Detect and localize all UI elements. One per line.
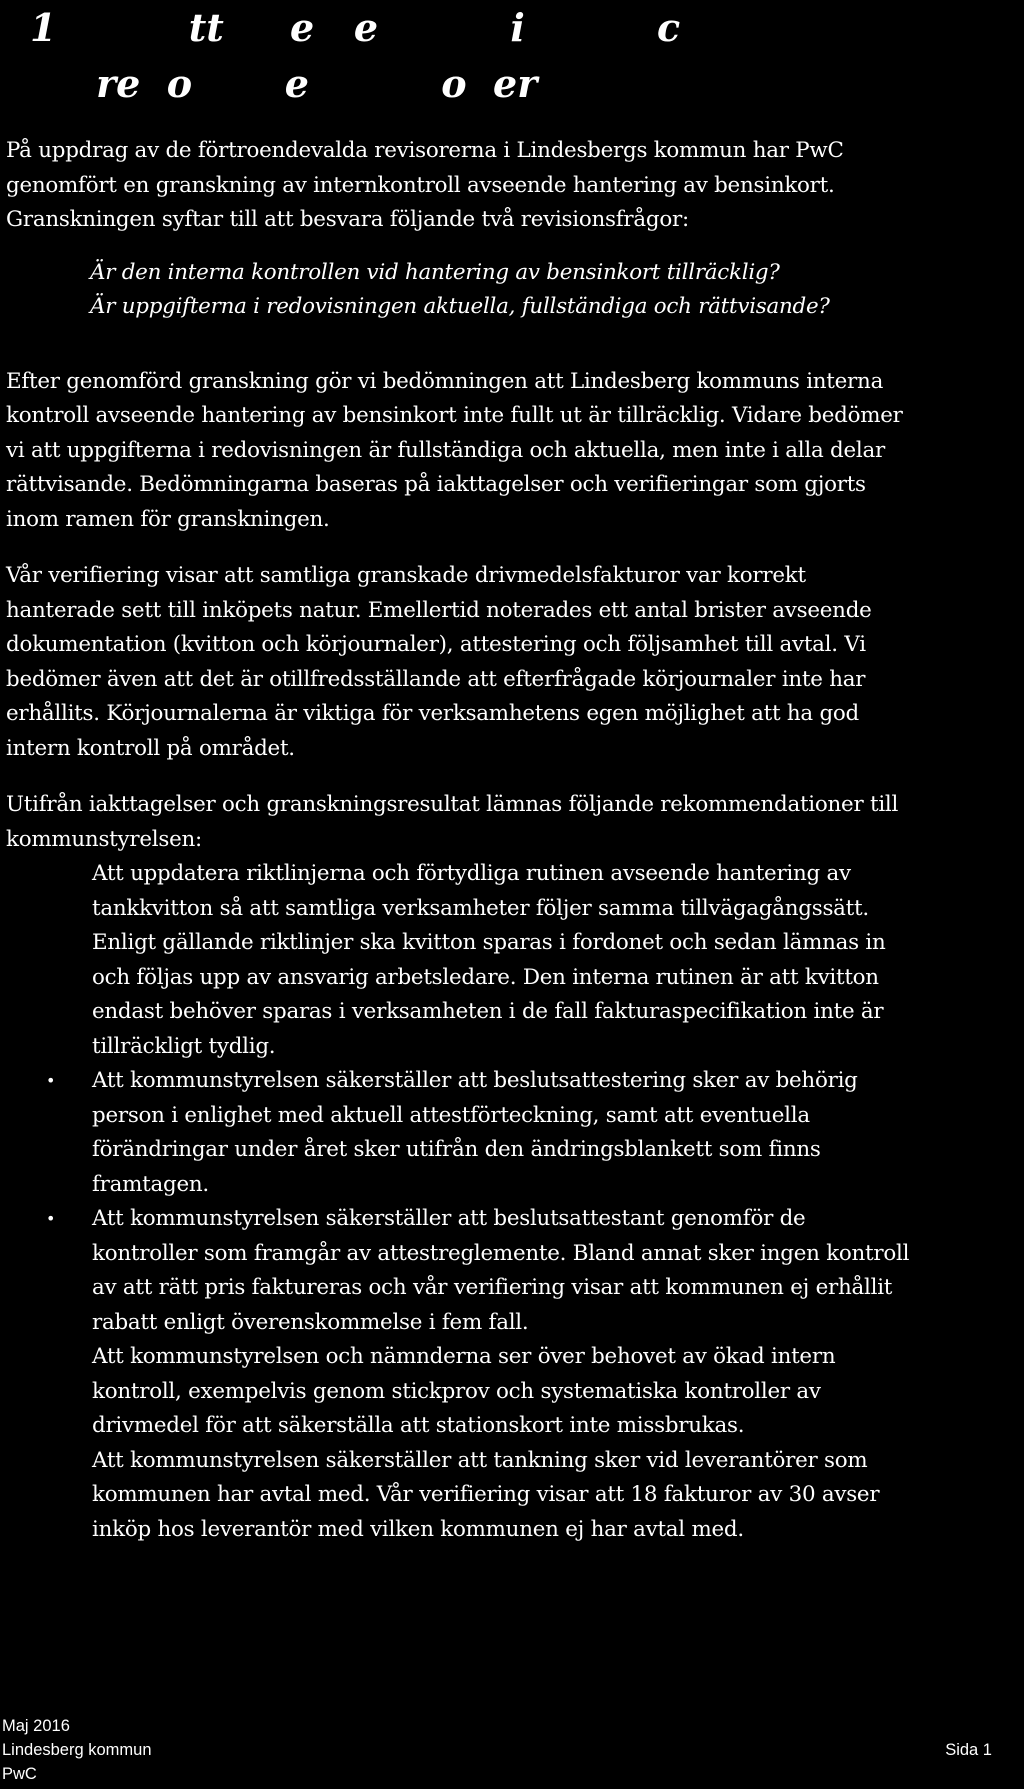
intro-line: genomfört en granskning av internkontroll avseende hantering av bensinkort. [6, 172, 835, 198]
page-footer [2, 1714, 1012, 1786]
verification-line: dokumentation (kvitton och körjournaler), attestering och följsamhet till avtal. Vi [6, 632, 866, 657]
recommendation-line: framtagen. [92, 1171, 209, 1197]
audit-questions [6, 256, 1018, 325]
page-number: Sida 1 [945, 1741, 992, 1759]
assessment-line: Efter genomförd granskning gör vi bedömningen att Lindesberg kommuns interna [6, 368, 884, 394]
recommendation-item [6, 1202, 1018, 1340]
heading-line-2: re o e o er [30, 61, 538, 106]
audit-question: Är den interna kontrollen vid hantering av bensinkort tillräcklig? [90, 259, 780, 285]
footer-company: PwC [2, 1765, 37, 1783]
recommendation-line: kontroll, exempelvis genom stickprov och systematiska kontroller av [92, 1378, 821, 1404]
recommendation-line: kommunen har avtal med. Vår verifiering visar att 18 fakturor av 30 avser [92, 1482, 880, 1507]
document-body [6, 134, 1018, 1547]
recommendation-line: förändringar under året sker utifrån den ändringsblankett som finns [92, 1137, 821, 1162]
recommendation-line: Att kommunstyrelsen säkerställer att beslutsattestering sker av behörig [92, 1068, 858, 1093]
intro-line: På uppdrag av de förtroendevalda revisorerna i Lindesbergs kommun har PwC [6, 138, 844, 163]
recommendation-line: Att uppdatera riktlinjerna och förtydliga rutinen avseende hantering av [92, 861, 851, 886]
recommendation-line: person i enlighet med aktuell attestförteckning, samt att eventuella [92, 1102, 810, 1128]
verification-line: hanterade sett till inköpets natur. Emellertid noterades ett antal brister avseende [6, 597, 872, 623]
recommendations-intro-line: Utifrån iakttagelser och granskningsresultat lämnas följande rekommendationer till [6, 792, 899, 817]
assessment-line: kontroll avseende hantering av bensinkort inte fullt ut är tillräcklig. Vidare bedömer [6, 403, 903, 428]
audit-question: Är uppgifterna i redovisningen aktuella, fullständiga och rättvisande? [90, 294, 830, 319]
recommendations-intro-line: kommunstyrelsen: [6, 826, 202, 852]
recommendation-line: tankkvitton så att samtliga verksamheter följer samma tillvägagångssätt. [92, 895, 869, 921]
assessment-line: inom ramen för granskningen. [6, 506, 330, 532]
verification-line: intern kontroll på området. [6, 735, 295, 761]
assessment-line: vi att uppgifterna i redovisningen är fullständiga och aktuella, men inte i alla delar [6, 437, 885, 463]
heading-line-1: 1 tt e e i c [30, 5, 681, 50]
recommendation-line: Att kommunstyrelsen säkerställer att beslutsattestant genomför de [92, 1206, 806, 1231]
recommendation-item [6, 1064, 1018, 1202]
recommendation-line: inköp hos leverantör med vilken kommunen ej har avtal med. [92, 1516, 744, 1542]
verification-line: bedömer även att det är otillfredsställande att efterfrågade körjournaler inte har [6, 666, 866, 692]
recommendation-line: tillräckligt tydlig. [92, 1033, 276, 1059]
recommendation-line: rabatt enligt överenskommelse i fem fall. [92, 1309, 529, 1335]
recommendation-line: Att kommunstyrelsen och nämnderna ser över behovet av ökad intern [92, 1344, 836, 1369]
assessment-paragraph [6, 365, 1018, 538]
verification-paragraph [6, 559, 1018, 766]
intro-line: Granskningen syftar till att besvara följande två revisionsfrågor: [6, 207, 689, 232]
recommendation-item [6, 1444, 1018, 1548]
recommendation-item [6, 1340, 1018, 1444]
bullet-icon: • [46, 1071, 56, 1090]
recommendation-line: drivmedel för att säkerställa att stationskort inte missbrukas. [92, 1413, 745, 1438]
recommendation-line: av att rätt pris faktureras och vår verifiering visar att kommunen ej erhållit [92, 1275, 893, 1300]
verification-line: erhållits. Körjournalerna är viktiga för verksamhetens egen möjlighet att ha god [6, 701, 859, 726]
intro-paragraph [6, 134, 1018, 238]
recommendation-line: kontroller som framgår av attestreglemente. Bland annat sker ingen kontroll [92, 1240, 910, 1266]
assessment-line: rättvisande. Bedömningarna baseras på iakttagelser och verifieringar som gjorts [6, 472, 866, 497]
recommendations-intro [6, 788, 1018, 857]
verification-line: Vår verifiering visar att samtliga granskade drivmedelsfakturor var korrekt [6, 563, 806, 588]
bullet-icon: • [46, 1209, 56, 1228]
recommendation-line: Att kommunstyrelsen säkerställer att tankning sker vid leverantörer som [92, 1447, 868, 1473]
recommendation-item [6, 857, 1018, 1064]
recommendation-line: Enligt gällande riktlinjer ska kvitton sparas i fordonet och sedan lämnas in [92, 930, 886, 955]
section-heading [30, 0, 1010, 112]
footer-date: Maj 2016 [2, 1717, 70, 1735]
recommendations-list [6, 857, 1018, 1547]
recommendation-line: endast behöver sparas i verksamheten i de fall fakturaspecifikation inte är [92, 999, 884, 1024]
footer-organization: Lindesberg kommun [2, 1741, 152, 1759]
recommendation-line: och följas upp av ansvarig arbetsledare. Den interna rutinen är att kvitton [92, 964, 879, 990]
